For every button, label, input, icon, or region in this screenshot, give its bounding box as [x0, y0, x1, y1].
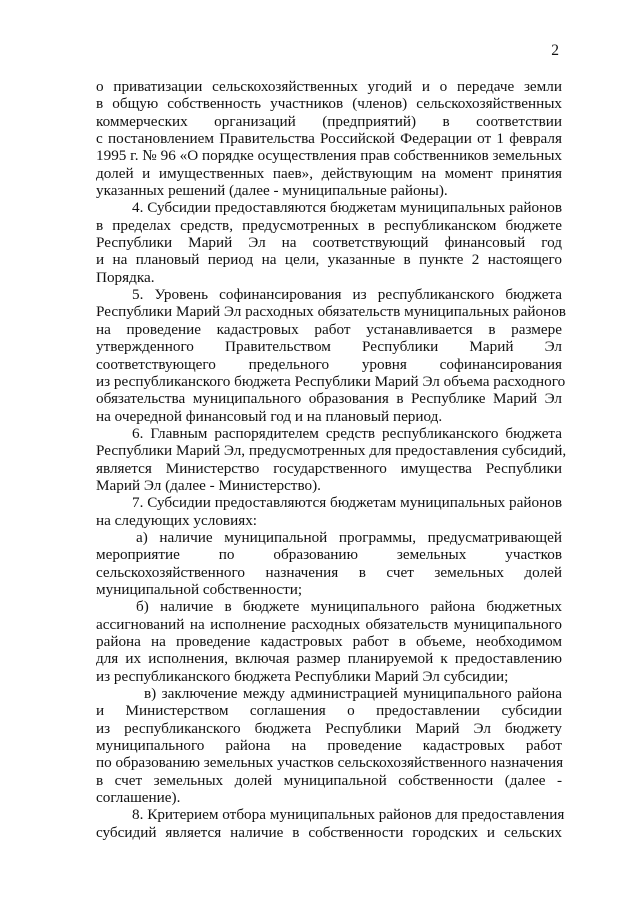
- text-line: муниципальной собственности;: [96, 580, 303, 598]
- text-line: коммерческих организаций (предприятий) в соответствии: [96, 112, 562, 130]
- text-line: на проведение кадастровых работ устанавливается в размере: [96, 320, 562, 338]
- text-line: из республиканского бюджета Республики Марий Эл объема расходного: [96, 372, 566, 390]
- text-line: является Министерство государственного имущества Республики: [96, 459, 562, 477]
- text-line: соглашение).: [96, 789, 181, 807]
- text-line: мероприятие по образованию земельных участков: [96, 546, 562, 564]
- text-line: указанных решений (далее - муниципальные районы).: [96, 182, 448, 200]
- text-line: субсидий является наличие в собственности городских и сельских: [96, 823, 562, 841]
- paragraph-start: 7. Субсидии предоставляются бюджетам муниципальных районов: [132, 494, 562, 512]
- text-line: для их исполнения, включая размер планируемой к предоставлению: [96, 650, 562, 668]
- paragraph-start: 4. Субсидии предоставляются бюджетам муниципальных районов: [132, 199, 562, 217]
- text-line: Порядка.: [96, 268, 155, 286]
- text-line: и на плановый период на цели, указанные в пункте 2 настоящего: [96, 251, 562, 269]
- text-line: утвержденного Правительством Республики Марий Эл: [96, 338, 562, 356]
- text-line: с постановлением Правительства Российской Федерации от 1 февраля: [96, 130, 562, 148]
- text-line: и Министерством соглашения о предоставлении субсидии: [96, 702, 562, 720]
- text-line: соответствующего предельного уровня софинансирования: [96, 355, 562, 373]
- list-item-c: в) заключение между администрацией муниципального района: [144, 685, 562, 703]
- text-line: муниципального района на проведение кадастровых работ: [96, 737, 562, 755]
- text-line: района на проведение кадастровых работ в объеме, необходимом: [96, 633, 562, 650]
- page-number: 2: [551, 42, 559, 59]
- text-line: обязательства муниципального образования в Республике Марий Эл: [96, 390, 562, 408]
- text-line: ассигнований на исполнение расходных обязательств муниципального: [96, 615, 562, 633]
- list-item-a: а) наличие муниципальной программы, предусматривающей: [136, 528, 562, 546]
- document-body: [96, 78, 567, 841]
- text-line: долей и имущественных паев», действующим на момент принятия: [96, 164, 562, 182]
- list-item-b: б) наличие в бюджете муниципального района бюджетных: [136, 598, 562, 616]
- text-line: в общую собственность участников (членов) сельскохозяйственных: [96, 95, 562, 113]
- text-line: в пределах средств, предусмотренных в республиканском бюджете: [96, 216, 562, 234]
- text-line: о приватизации сельскохозяйственных угодий и о передаче земли: [96, 78, 562, 95]
- text-line: на очередной финансовый год и на плановый период.: [96, 407, 443, 425]
- text-line: Республики Марий Эл расходных обязательств муниципальных районов: [96, 303, 566, 321]
- paragraph-start: 8. Критерием отбора муниципальных районов для предоставления: [132, 806, 565, 824]
- text-line: Марий Эл (далее - Министерство).: [96, 476, 321, 494]
- text-line: из республиканского бюджета Республики Марий Эл субсидии;: [96, 667, 509, 685]
- text-line: Республики Марий Эл, предусмотренных для предоставления субсидий,: [96, 442, 567, 460]
- paragraph-start: 6. Главным распорядителем средств республиканского бюджета: [132, 424, 562, 442]
- text-line: в счет земельных долей муниципальной собственности (далее -: [96, 771, 562, 789]
- text-line: по образованию земельных участков сельскохозяйственного назначения: [96, 754, 564, 772]
- text-line: Республики Марий Эл на соответствующий финансовый год: [96, 234, 562, 252]
- text-line: на следующих условиях:: [96, 511, 258, 529]
- text-line: сельскохозяйственного назначения в счет земельных долей: [96, 563, 562, 581]
- paragraph-start: 5. Уровень софинансирования из республиканского бюджета: [132, 286, 562, 304]
- text-line: из республиканского бюджета Республики Марий Эл бюджету: [96, 719, 562, 737]
- text-line: 1995 г. № 96 «О порядке осуществления прав собственников земельных: [96, 147, 562, 165]
